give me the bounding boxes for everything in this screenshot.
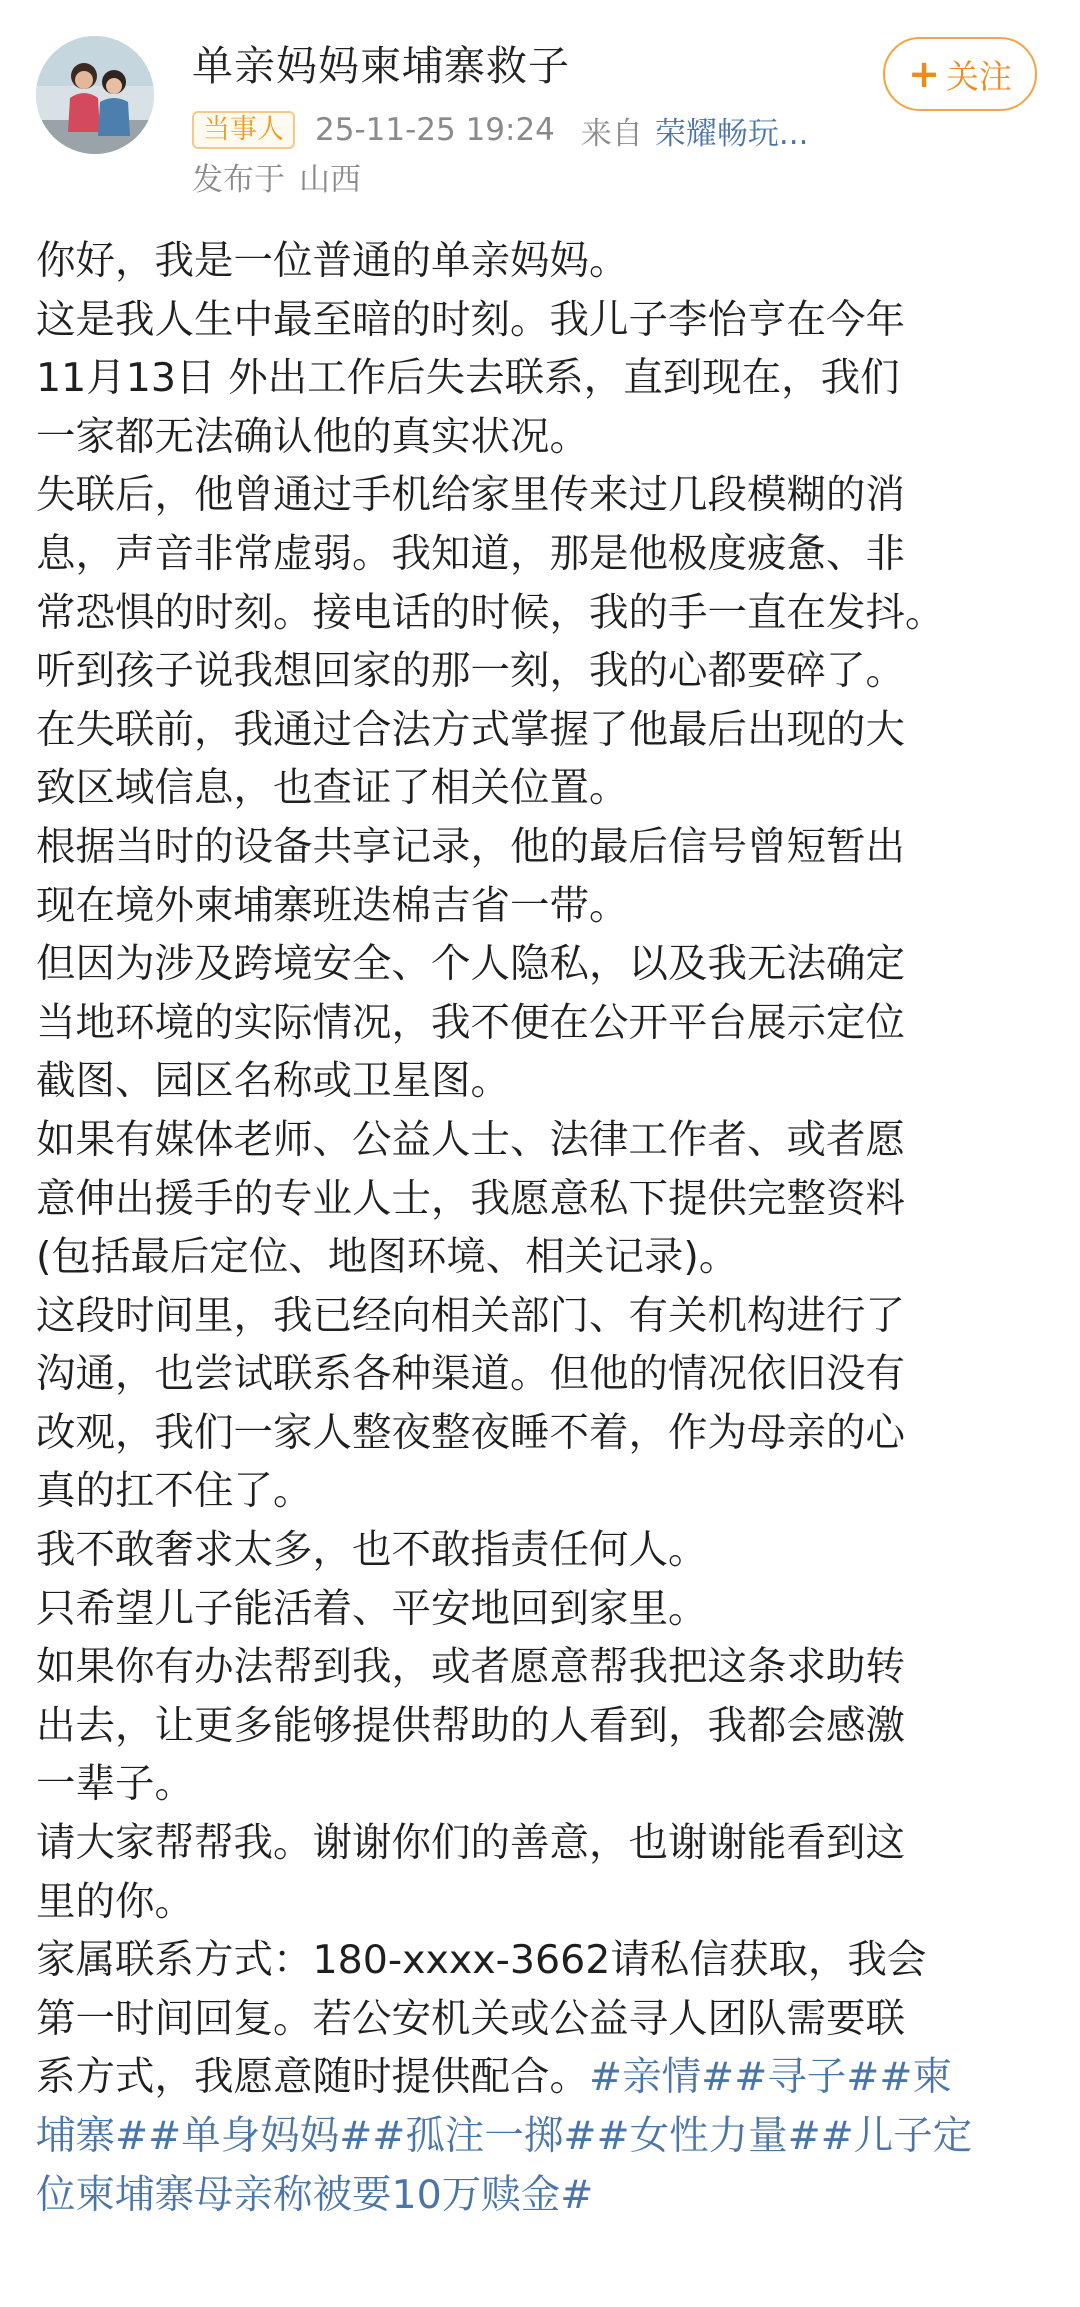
source-label: 来自 [580,115,643,152]
location-label: 发布于 [192,162,285,198]
post-text-line [36,2107,1044,2166]
post-text-segment: 当地环境的实际情况，我不便在公开平台展示定位 [36,999,905,1046]
post-text-segment: 意伸出援手的专业人士，我愿意私下提供完整资料 [36,1175,905,1222]
post-text-segment: 截图、园区名称或卫星图。 [36,1058,510,1105]
post-text-segment: 第一时间回复。若公安机关或公益寻人团队需要联 [36,1995,905,2042]
post-text-line [36,1990,1044,2049]
post-text-line [36,1052,1044,1111]
post-text-segment: 系方式，我愿意随时提供配合。 [36,2054,589,2101]
avatar[interactable] [36,36,154,154]
post-text-line [36,1638,1044,1697]
source-device-link[interactable]: 荣耀畅玩... [654,115,809,152]
post-text-segment: 如果你有办法帮到我，或者愿意帮我把这条求助转 [36,1644,905,1691]
post-text-segment: 改观，我们一家人整夜整夜睡不着，作为母亲的心 [36,1409,905,1456]
post-text-segment: 真的扛不住了。 [36,1468,313,1515]
post-meta [192,108,808,152]
post-text-line [36,1873,1044,1932]
post-text-segment: 请大家帮帮我。谢谢你们的善意，也谢谢能看到这 [36,1820,905,1867]
post-text-line [36,1287,1044,1346]
post-header [0,0,1080,215]
post-body [36,232,1044,2224]
post-text-line [36,935,1044,994]
post-text-segment: 沟通，也尝试联系各种渠道。但他的情况依旧没有 [36,1351,905,1398]
post-text-line [36,1697,1044,1756]
hashtag-link[interactable]: 位柬埔寨母亲称被要10万赎金# [36,2171,594,2218]
post-text-line [36,2166,1044,2225]
post-text-segment: 我不敢奢求太多，也不敢指责任何人。 [36,1527,708,1574]
post-location [192,158,361,202]
hashtag-link[interactable]: 埔寨##单身妈妈##孤注一掷##女性力量##儿子定 [36,2113,973,2159]
post-text-line [36,1345,1044,1404]
post-timestamp: 25-11-25 19:24 [315,112,555,148]
post-text-line [36,759,1044,818]
post-text-line [36,1931,1044,1990]
avatar-photo [36,36,154,154]
post-text-line [36,1228,1044,1287]
post-text-line [36,2048,1044,2107]
post-text-segment: 听到孩子说我想回家的那一刻，我的心都要碎了。 [36,648,905,695]
post-text-segment: 致区域信息，也查证了相关位置。 [36,765,629,812]
post-text-line [36,525,1044,584]
role-badge: 当事人 [192,111,295,149]
hashtag-link[interactable]: #亲情##寻子##柬 [589,2054,952,2101]
post-text-line [36,877,1044,936]
author-name[interactable]: 单亲妈妈柬埔寨救子 [192,42,570,90]
post-text-line [36,1404,1044,1463]
post-text-segment: 出去，让更多能够提供帮助的人看到，我都会感激 [36,1702,905,1749]
post-text-segment: 只希望儿子能活着、平安地回到家里。 [36,1585,708,1632]
post-text-segment: 根据当时的设备共享记录，他的最后信号曾短暂出 [36,823,905,870]
post-text-line [36,1462,1044,1521]
post-text-segment: (包括最后定位、地图环境、相关记录)。 [36,1234,739,1281]
post-text-segment: 里的你。 [36,1878,194,1925]
post-text-segment: 失联后，他曾通过手机给家里传来过几段模糊的消 [36,472,905,519]
plus-icon: + [908,52,940,96]
post-text-segment: 家属联系方式：180-xxxx-3662请私信获取，我会 [36,1937,927,1984]
post-text-line [36,642,1044,701]
post-text-segment: 一辈子。 [36,1761,194,1808]
post-text-line [36,1111,1044,1170]
post-text-line [36,1580,1044,1639]
post-text-segment: 但因为涉及跨境安全、个人隐私，以及我无法确定 [36,941,905,988]
post-text-segment: 息，声音非常虚弱。我知道，那是他极度疲惫、非 [36,530,905,577]
post-text-line [36,1521,1044,1580]
post-text-segment: 这是我人生中最至暗的时刻。我儿子李怡亨在今年 [36,296,905,343]
follow-button[interactable] [883,37,1037,111]
post-text-line [36,818,1044,877]
post-text-line [36,584,1044,643]
post-text-segment: 如果有媒体老师、公益人士、法律工作者、或者愿 [36,1116,905,1163]
post-text-line [36,408,1044,467]
post-text-segment: 常恐惧的时刻。接电话的时候，我的手一直在发抖。 [36,589,945,636]
post-text-line [36,232,1044,291]
post-text-line [36,1814,1044,1873]
post-text-segment: 你好，我是一位普通的单亲妈妈。 [36,238,629,284]
post-text-segment: 这段时间里，我已经向相关部门、有关机构进行了 [36,1292,905,1339]
location-value: 山西 [299,162,361,198]
post-text-line [36,994,1044,1053]
post-text-segment: 一家都无法确认他的真实状况。 [36,413,589,460]
post-text-line [36,291,1044,350]
follow-button-label: 关注 [945,56,1012,96]
post-text-segment: 在失联前，我通过合法方式掌握了他最后出现的大 [36,706,905,753]
post-text-line [36,466,1044,525]
post-text-line [36,1170,1044,1229]
post-text-line [36,701,1044,760]
post-text-line [36,1755,1044,1814]
post-text-segment: 11月13日 外出工作后失去联系，直到现在，我们 [36,355,900,402]
post-text-segment: 现在境外柬埔寨班迭棉吉省一带。 [36,882,629,929]
post-text-line [36,349,1044,408]
